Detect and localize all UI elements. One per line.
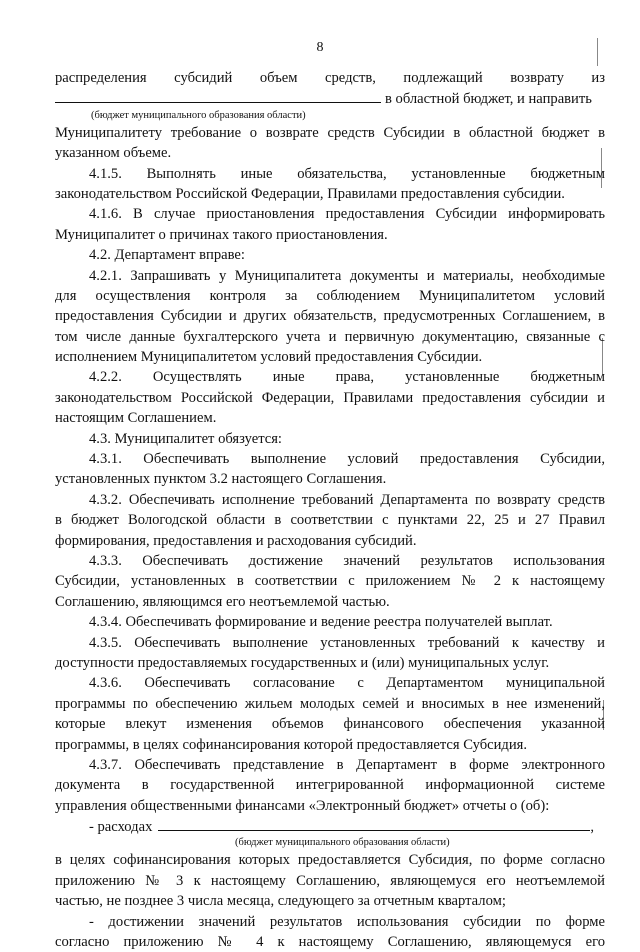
paragraph-start: 4.1.5. Выполнять иные обязательства, установленные бюджетным xyxy=(89,165,605,182)
text-line: предоставления Субсидии и других обязательств, предусмотренных Соглашением, в xyxy=(55,308,605,325)
text-line: распределения субсидий объем средств, подлежащий возврату из xyxy=(55,70,605,86)
text-line: том числе данные бухгалтерского учета и первичную документацию, связанные с xyxy=(55,328,605,345)
text-line-with-blank xyxy=(55,88,605,108)
text-line-with-blank xyxy=(55,816,605,836)
text-fragment: - расходах xyxy=(89,819,153,836)
document-body xyxy=(55,68,605,952)
text-line: исполнением Муниципалитетом условий предоставления Субсидии. xyxy=(55,349,483,366)
paragraph-start: 4.2.1. Запрашивать у Муниципалитета документы и материалы, необходимые xyxy=(89,267,605,284)
paragraph-start: - достижении значений результатов использования субсидии по форме xyxy=(89,913,605,930)
paragraph-start: 4.3.2. Обеспечивать исполнение требований Департамента по возврату средств xyxy=(89,491,605,508)
text-line: в целях софинансирования которых предоставляется Субсидия, по форме согласно xyxy=(55,852,605,869)
paragraph-start: 4.3.3. Обеспечивать достижение значений результатов использования xyxy=(89,552,605,569)
text-line: доступности предоставляемых государственных и (или) муниципальных услуг. xyxy=(55,654,550,671)
text-line: законодательством Российской Федерации, Правилами предоставления субсидии. xyxy=(55,185,565,202)
section-heading: 4.3. Муниципалитет обязуется: xyxy=(89,430,282,447)
text-line: частью, не позднее 3 числа месяца, следующего за отчетным кварталом; xyxy=(55,893,506,910)
fill-in-blank xyxy=(55,88,381,103)
text-line: программы по обеспечению жильем молодых семей и вносимых в нее изменений, xyxy=(55,695,605,712)
text-line: установленных пунктом 3.2 настоящего Соглашения. xyxy=(55,471,387,488)
text-line: формирования, предоставления и расходования субсидий. xyxy=(55,532,417,549)
paragraph-start: 4.2.2. Осуществлять иные права, установленные бюджетным xyxy=(89,369,605,386)
text-fragment: в областной бюджет, и направить xyxy=(385,91,592,108)
text-line: Субсидии, установленных в соответствии с приложением № 2 к настоящему xyxy=(55,573,605,590)
blank-caption: (бюджет муниципального образования области) xyxy=(235,837,450,849)
text-line: согласно приложению № 4 к настоящему Соглашению, являющемуся его xyxy=(55,934,605,951)
text-fragment: , xyxy=(590,819,595,836)
paragraph-start: 4.1.6. В случае приостановления предоставления Субсидии информировать xyxy=(89,206,605,223)
paragraph-start: 4.3.1. Обеспечивать выполнение условий предоставления Субсидии, xyxy=(89,451,605,468)
text-line: Муниципалитету требование о возврате средств Субсидии в областной бюджет в xyxy=(55,124,605,141)
text-line: документа в государственной интегрированной информационной системе xyxy=(55,777,605,794)
paragraph-start: 4.3.4. Обеспечивать формирование и ведение реестра получателей выплат. xyxy=(89,614,553,631)
text-line: управления общественными финансами «Электронный бюджет» отчеты о (об): xyxy=(55,797,550,814)
text-line: указанном объеме. xyxy=(55,145,172,162)
paragraph-start: 4.3.7. Обеспечивать представление в Департамент в форме электронного xyxy=(89,756,605,773)
paragraph-start: 4.3.5. Обеспечивать выполнение установленных требований к качеству и xyxy=(89,634,605,651)
text-line: Муниципалитет о причинах такого приостановления. xyxy=(55,226,388,243)
text-line: Соглашению, являющимся его неотъемлемой частью. xyxy=(55,593,390,610)
paragraph-start: 4.3.6. Обеспечивать согласование с Департаментом муниципальной xyxy=(89,675,605,692)
text-line: в бюджет Вологодской области в соответствии с пунктами 22, 25 и 27 Правил xyxy=(55,512,605,529)
text-line: законодательством Российской Федерации, Правилами предоставления субсидии и xyxy=(55,389,605,406)
text-line: которые влекут изменения объемов финансового обеспечения указанной xyxy=(55,716,605,733)
section-heading: 4.2. Департамент вправе: xyxy=(89,247,245,264)
fill-in-blank xyxy=(158,816,590,831)
text-line: программы, в целях софинансирования которой предоставляется Субсидия. xyxy=(55,736,528,753)
blank-caption: (бюджет муниципального образования области) xyxy=(91,109,306,121)
text-line: приложению № 3 к настоящему Соглашению, являющемуся его неотъемлемой xyxy=(55,872,605,889)
text-line: настоящим Соглашением. xyxy=(55,410,217,427)
page-number: 8 xyxy=(316,40,324,55)
text-line: для осуществления контроля за соблюдением Муниципалитетом условий xyxy=(55,287,605,304)
